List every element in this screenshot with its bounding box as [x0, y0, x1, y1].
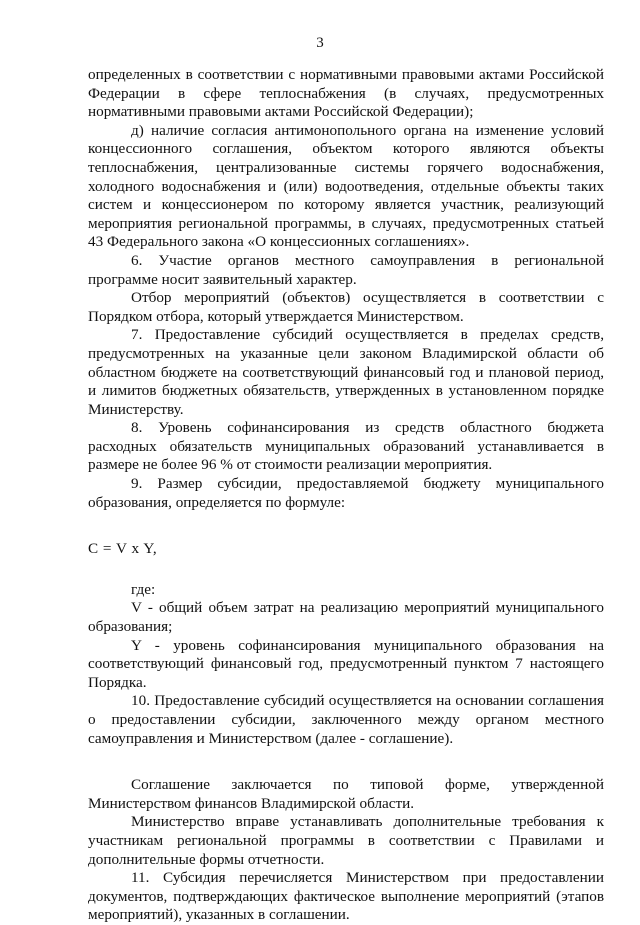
formula: C = V x Y,: [88, 540, 158, 558]
paragraph-7: 7. Предоставление субсидий осуществляется в пределах средств, предусмотренных на указанные цели законом Владимирской области об областном бюджете на соответствующий финансовый год и плановой период, и лимитов бюджетных обязательств, утвержденных в установленном порядке Министерству.: [88, 326, 604, 418]
paragraph-11: 11. Субсидия перечисляется Министерством при предоставлении документов, подтверждающих фактическое выполнение мероприятий (этапов мероприятий), указанных в соглашении.: [88, 869, 604, 924]
paragraph-ministry-rights: Министерство вправе устанавливать дополнительные требования к участникам региональной программы в соответствии с Правилами и дополнительные формы отчетности.: [88, 813, 604, 868]
formula-v-definition: V - общий объем затрат на реализацию мероприятий муниципального образования;: [88, 599, 604, 636]
paragraph-continuation: определенных в соответствии с нормативными правовыми актами Российской Федерации в сфере теплоснабжения (в случаях, предусмотренных нормативными правовыми актами Российской Федерации);: [88, 66, 604, 121]
formula-where: где:: [131, 580, 156, 598]
paragraph-8: 8. Уровень софинансирования из средств областного бюджета расходных обязательств муниципальных образований устанавливается в размере не более 96 % от стоимости реализации мероприятия.: [88, 419, 604, 474]
paragraph-selection: Отбор мероприятий (объектов) осуществляется в соответствии с Порядком отбора, который утверждается Министерством.: [88, 289, 604, 325]
page-number: 3: [316, 35, 324, 51]
paragraph-agreement: Соглашение заключается по типовой форме, утвержденной Министерством финансов Владимирской области.: [88, 776, 604, 812]
paragraph-10: 10. Предоставление субсидий осуществляется на основании соглашения о предоставлении субсидии, заключенного между органом местного самоуправления и Министерством (далее - соглашение).: [88, 692, 604, 747]
paragraph-item-d: д) наличие согласия антимонопольного органа на изменение условий концессионного соглашения, объектом которого являются объекты теплоснабжения, централизованные системы горячего водоснабжения, холодного водоснабжения и (или) водоотведения, отдельные объекты таких систем и концессионером по которому является участник, реализующий мероприятия региональной программы, в случаях, предусмотренных статьей 43 Федерального закона «О концессионных соглашениях».: [88, 121, 604, 251]
paragraph-6: 6. Участие органов местного самоуправления в региональной программе носит заявительный характер.: [88, 251, 604, 288]
formula-y-definition: Y - уровень софинансирования муниципального образования на соответствующий финансовый год, предусмотренный пунктом 7 настоящего Порядка.: [88, 636, 604, 691]
document-body: [88, 66, 604, 925]
paragraph-9: 9. Размер субсидии, предоставляемой бюджету муниципального образования, определяется по формуле:: [88, 475, 604, 511]
